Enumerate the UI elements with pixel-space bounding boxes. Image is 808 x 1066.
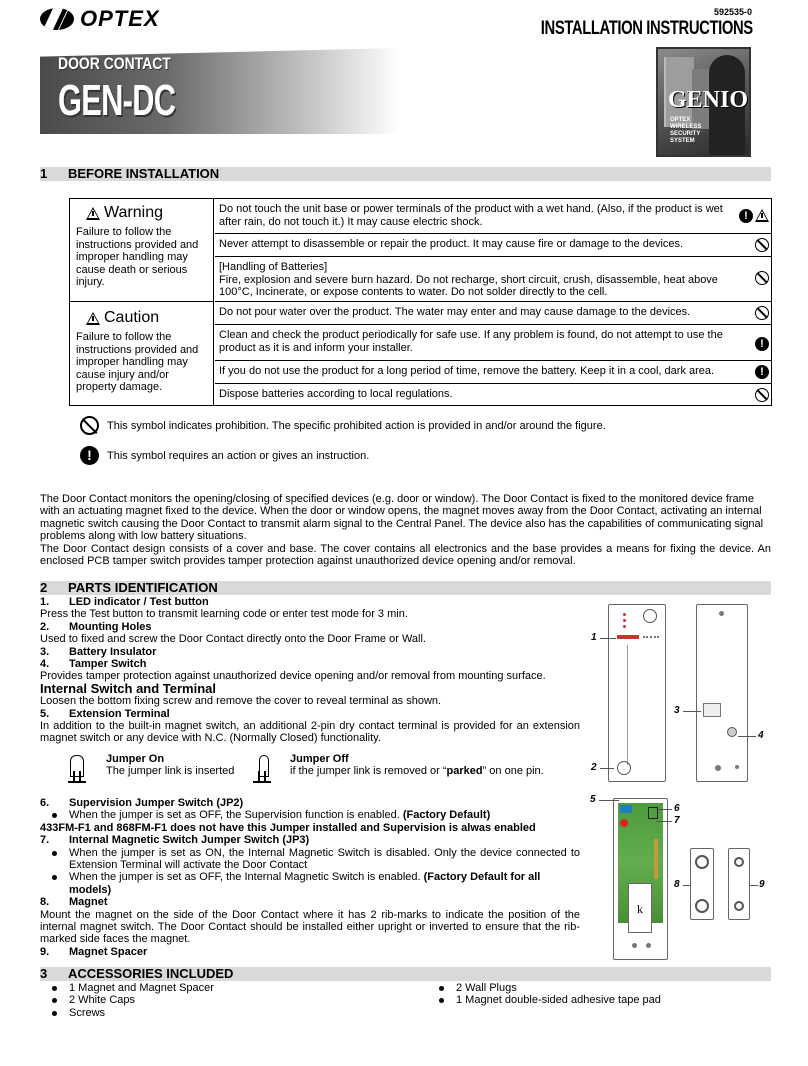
no-water-icon bbox=[755, 306, 769, 320]
part-2-title: 2. Mounting Holes bbox=[40, 620, 152, 633]
caution-label: Caution bbox=[104, 309, 160, 326]
callout-3: 3 bbox=[674, 705, 680, 716]
part-4-desc: Provides tamper protection against unauthorized device opening and/or removal from mounting surface. bbox=[40, 670, 546, 683]
callout-7: 7 bbox=[674, 815, 680, 826]
optex-logo-icon bbox=[40, 8, 74, 30]
accessories-left bbox=[40, 982, 420, 1019]
door-contact-pcb-view bbox=[613, 798, 668, 960]
jumper-off-desc: if the jumper link is removed or “parked” on one pin. bbox=[290, 765, 544, 778]
accessory-item: 1 Magnet and Magnet Spacer bbox=[40, 982, 420, 994]
caution-icon bbox=[86, 312, 100, 325]
section-title: ACCESSORIES INCLUDED bbox=[68, 966, 234, 981]
product-subtitle: DOOR CONTACT bbox=[58, 54, 171, 73]
genio-badge bbox=[656, 47, 751, 157]
battery-insulator bbox=[703, 703, 721, 717]
safety-row bbox=[215, 234, 772, 257]
magnet-hole bbox=[695, 899, 709, 913]
leader-line bbox=[600, 768, 614, 769]
leader-line bbox=[600, 638, 616, 639]
leader-line bbox=[599, 800, 619, 801]
mounting-hole bbox=[715, 765, 721, 771]
rib-marks bbox=[643, 636, 659, 638]
jumper-off-figure bbox=[253, 755, 271, 783]
accessories-right bbox=[427, 982, 767, 1007]
part-5-desc: In addition to the built-in magnet switch, an additional 2-pin dry contact terminal is provided for an extension magnet switch or any device with N.C. (Normally Closed) functionality. bbox=[40, 720, 580, 745]
jumper-off-title: Jumper Off bbox=[290, 753, 349, 765]
callout-5: 5 bbox=[590, 794, 596, 805]
caution-block bbox=[70, 309, 214, 394]
mounting-hole bbox=[617, 761, 631, 775]
led-indicator bbox=[623, 625, 626, 628]
intro-paragraph-2: The Door Contact design consists of a cover and base. The cover contains all electronics and the base provides a means for fixing the device. An enclosed PCB tamper switch provides tamper protection against unauthorized device opening and/or removal. bbox=[40, 543, 771, 568]
genio-description: OPTEX WIRELESS SECURITY SYSTEM bbox=[670, 117, 702, 144]
pcb-led bbox=[620, 819, 628, 827]
part-2-desc: Used to fixed and screw the Door Contact directly onto the Door Frame or Wall. bbox=[40, 633, 426, 646]
legend-text: This symbol indicates prohibition. The specific prohibited action is provided in and/or around the figure. bbox=[107, 419, 606, 432]
leader-line bbox=[738, 736, 756, 737]
callout-8: 8 bbox=[674, 879, 680, 890]
mounting-hole bbox=[646, 943, 651, 948]
safety-row bbox=[215, 361, 772, 384]
part-7-title: 7. Internal Magnetic Switch Jumper Switch (JP3) bbox=[40, 834, 310, 847]
legend-prohibition bbox=[80, 416, 606, 435]
section-header-1 bbox=[40, 167, 771, 181]
section-number: 3 bbox=[40, 966, 48, 981]
warning-block bbox=[70, 204, 214, 289]
part-8-title: 8. Magnet bbox=[40, 896, 108, 909]
safety-row bbox=[215, 325, 772, 361]
leader-line bbox=[750, 885, 758, 886]
magnet-hole bbox=[695, 855, 709, 869]
section-title: PARTS IDENTIFICATION bbox=[68, 580, 218, 595]
warning-icon bbox=[86, 207, 100, 220]
leader-line bbox=[683, 711, 701, 712]
safety-row bbox=[215, 302, 772, 325]
accessory-item: 1 Magnet double-sided adhesive tape pad bbox=[427, 994, 767, 1006]
safety-row bbox=[215, 384, 772, 406]
part-7-bullet-1: When the jumper is set as ON, the Internal Magnetic Switch is disabled. Only the device connected to Extension Terminal will activate the Door Contact bbox=[40, 847, 580, 872]
prohibition-icon bbox=[755, 238, 769, 252]
jumper-on-icon bbox=[68, 755, 86, 783]
warning-label: Warning bbox=[104, 204, 163, 221]
caution-description: Failure to follow the instructions provided and improper handling may cause injury and/or property damage. bbox=[76, 331, 199, 393]
safety-row-heading: [Handling of Batteries] bbox=[219, 261, 328, 273]
jumper-on-desc: The jumper link is inserted bbox=[106, 765, 235, 778]
divider bbox=[70, 301, 214, 302]
document-number: 592535-0 bbox=[713, 7, 752, 17]
part-9-title: 9. Magnet Spacer bbox=[40, 945, 148, 958]
safety-row-text: Dispose batteries according to local regulations. bbox=[219, 388, 453, 400]
part-3-title: 3. Battery Insulator bbox=[40, 645, 157, 658]
jumper-off-text bbox=[290, 753, 544, 778]
part-6-title: 6. Supervision Jumper Switch (JP2) bbox=[40, 797, 244, 809]
led-indicator bbox=[623, 613, 626, 616]
warning-icon bbox=[755, 209, 769, 222]
mounting-hole bbox=[719, 611, 724, 616]
legend-text: This symbol requires an action or gives an instruction. bbox=[107, 449, 370, 462]
battery: k bbox=[628, 883, 652, 933]
cover-edge bbox=[627, 645, 628, 765]
part-8-desc: Mount the magnet on the side of the Door Contact where it has 2 rib-marks to indicate the position of the internal magnet switch. The Door Contact should be installed either upright or inverted to ensure that the rib-marked side faces the magnet. bbox=[40, 908, 580, 946]
test-button bbox=[643, 609, 657, 623]
callout-4: 4 bbox=[758, 730, 764, 741]
safety-row-text: If you do not use the product for a long period of time, remove the battery. Keep it in a cool, dark area. bbox=[219, 365, 715, 377]
safety-row-text: Never attempt to disassemble or repair the product. It may cause fire or damage to the devices. bbox=[219, 238, 684, 250]
door-contact-front bbox=[608, 604, 666, 782]
prohibition-icon bbox=[755, 388, 769, 402]
intro-paragraph-1: The Door Contact monitors the opening/closing of specified devices (e.g. door or window). The Door Contact is fixed to the monitored device frame with an actuating magnet fixed to the device. When the door or window opens, the magnet moves away from the Door Contact, activating an internal magnetic switch causing the Door Contact to transmit alarm signal to the Central Panel. The device also has the capabilities of communicating signal problems along with low battery situations. bbox=[40, 493, 764, 543]
mandatory-icon: ! bbox=[755, 337, 769, 351]
spacer-hole bbox=[734, 901, 744, 911]
spacer-hole bbox=[734, 857, 744, 867]
parts-list bbox=[40, 596, 580, 745]
safety-row bbox=[215, 257, 772, 302]
led-bar bbox=[617, 635, 639, 639]
magnet bbox=[690, 848, 714, 920]
leader-line bbox=[683, 885, 690, 886]
part-1-title: 1. LED indicator / Test button bbox=[40, 596, 209, 608]
callout-1: 1 bbox=[591, 632, 597, 643]
door-contact-base bbox=[696, 604, 748, 782]
extension-terminal bbox=[620, 805, 632, 813]
leader-line bbox=[656, 809, 672, 810]
parts-list-continued bbox=[40, 797, 580, 958]
product-title: GEN-DC bbox=[58, 76, 176, 125]
optex-logo bbox=[40, 6, 160, 32]
section-number: 1 bbox=[40, 166, 48, 181]
legend-mandatory bbox=[80, 446, 369, 465]
part-4-title: 4. Tamper Switch bbox=[40, 658, 147, 671]
reed-switch bbox=[654, 839, 658, 879]
warning-description: Failure to follow the instructions provided and improper handling may cause death or serious injury. bbox=[76, 226, 199, 288]
jumper-on-title: Jumper On bbox=[106, 753, 165, 765]
jumper-on-figure bbox=[68, 755, 86, 783]
safety-row-text: Do not touch the unit base or power terminals of the product with a wet hand. (Also, if the product is wet after rain, do not touch it.) It may cause electric shock. bbox=[219, 203, 723, 228]
accessory-item: Screws bbox=[40, 1007, 420, 1019]
safety-row-text: Do not pour water over the product. The water may enter and may cause damage to the devices. bbox=[219, 306, 691, 318]
mounting-hole bbox=[632, 943, 637, 948]
mounting-hole bbox=[735, 765, 739, 769]
jumper-on-text bbox=[106, 753, 234, 778]
safety-row bbox=[215, 199, 772, 234]
section-title: BEFORE INSTALLATION bbox=[68, 166, 220, 181]
part-1-desc: Press the Test button to transmit learning code or enter test mode for 3 min. bbox=[40, 608, 408, 621]
led-indicator bbox=[623, 619, 626, 622]
tamper-switch bbox=[727, 727, 737, 737]
internal-switch-heading: Internal Switch and Terminal bbox=[40, 680, 217, 696]
callout-9: 9 bbox=[759, 879, 765, 890]
safety-row-text: Fire, explosion and severe burn hazard. Do not recharge, short circuit, crush, disassemble, heat above 100°C, Incinerate, or expose contents to water. Do not solder directly to the cell. bbox=[219, 273, 718, 298]
mandatory-icon: ! bbox=[755, 365, 769, 379]
callout-2: 2 bbox=[591, 762, 597, 773]
prohibition-icon bbox=[80, 416, 99, 435]
jumper-off-icon bbox=[253, 755, 271, 783]
safety-level-column bbox=[70, 199, 214, 405]
accessory-item: 2 White Caps bbox=[40, 994, 420, 1006]
internal-switch-desc: Loosen the bottom fixing screw and remove the cover to reveal terminal as shown. bbox=[40, 695, 442, 708]
part-5-title: 5. Extension Terminal bbox=[40, 707, 170, 720]
accessory-item: 2 Wall Plugs bbox=[427, 982, 767, 994]
safety-table bbox=[69, 198, 772, 406]
genio-name: GENIO bbox=[668, 87, 749, 113]
mandatory-icon: ! bbox=[80, 446, 99, 465]
magnet-spacer bbox=[728, 848, 750, 920]
section-header-3 bbox=[40, 967, 771, 981]
part-7-bullet-2: When the jumper is set as OFF, the Internal Magnetic Switch is enabled. (Factory Default for all models) bbox=[40, 871, 580, 896]
section-header-2 bbox=[40, 581, 771, 595]
document-type: INSTALLATION INSTRUCTIONS bbox=[541, 18, 753, 39]
callout-6: 6 bbox=[674, 803, 680, 814]
prohibition-icon bbox=[755, 271, 769, 285]
mandatory-icon: ! bbox=[739, 209, 753, 223]
part-6-note: 433FM-F1 and 868FM-F1 does not have this Jumper installed and Supervision is alwas enabled bbox=[40, 821, 536, 834]
safety-row-text: Clean and check the product periodically for safe use. If any problem is found, do not attempt to use the product as it is and inform your installer. bbox=[219, 329, 723, 354]
part-6-bullet: When the jumper is set as OFF, the Supervision function is enabled. (Factory Default) bbox=[40, 809, 580, 821]
leader-line bbox=[656, 821, 672, 822]
brand-name: OPTEX bbox=[80, 6, 160, 31]
section-number: 2 bbox=[40, 580, 48, 595]
